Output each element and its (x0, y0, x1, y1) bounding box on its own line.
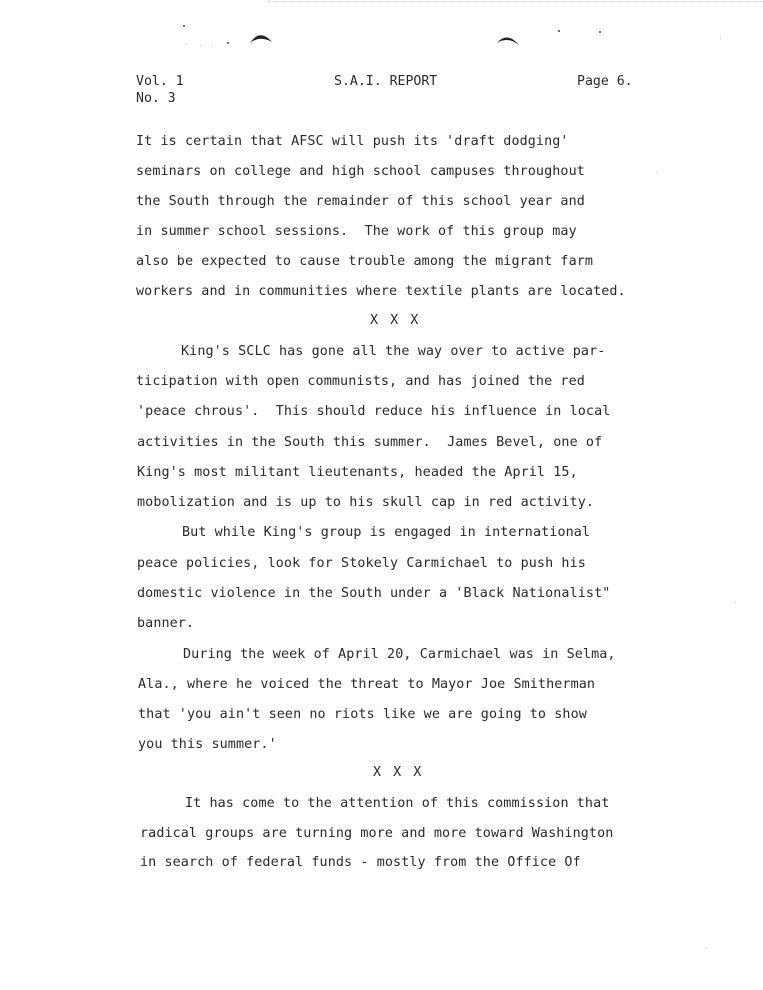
body-line: But while King's group is engaged in international (182, 525, 591, 540)
body-line: King's SCLC has gone all the way over to active par- (181, 344, 606, 359)
body-line: in summer school sessions. The work of this group may (136, 224, 577, 239)
body-line: domestic violence in the South under a 'Black Nationalist" (137, 586, 611, 601)
scan-speck (200, 45, 201, 46)
body-line: ticipation with open communists, and has joined the red (136, 374, 585, 389)
body-line: you this summer.' (138, 737, 277, 752)
scan-speck (186, 44, 187, 45)
header-vol: Vol. 1 (136, 74, 184, 89)
scan-speck (212, 45, 213, 46)
body-line: radical groups are turning more and more toward Washington (140, 826, 614, 841)
section-separator: X X X (373, 765, 424, 780)
body-line: that 'you ain't seen no riots like we are going to show (138, 707, 587, 722)
body-line: banner. (137, 616, 195, 631)
top-edge-dotted-line (268, 1, 763, 2)
body-line: seminars on college and high school campuses throughout (136, 164, 585, 179)
scan-speck (558, 30, 560, 32)
body-line: also be expected to cause trouble among the migrant farm (136, 254, 594, 269)
body-line: Ala., where he voiced the threat to Mayor Joe Smitherman (138, 677, 596, 692)
header-page-number: Page 6. (577, 74, 633, 89)
scan-speck (227, 42, 229, 44)
section-separator: X X X (370, 313, 421, 328)
body-line: It has come to the attention of this commission that (185, 796, 610, 811)
punch-mark-right (495, 32, 521, 48)
body-line: mobolization and is up to his skull cap in red activity. (137, 495, 595, 510)
scan-speck (656, 172, 657, 173)
scan-speck (720, 38, 721, 39)
scan-speck (735, 602, 736, 603)
body-line: activities in the South this summer. James Bevel, one of (137, 435, 603, 450)
punch-mark-left (248, 30, 274, 46)
scan-speck (183, 25, 185, 27)
body-line: During the week of April 20, Carmichael was in Selma, (183, 647, 616, 662)
body-line: 'peace chrous'. This should reduce his influence in local (137, 404, 611, 419)
body-line: workers and in communities where textile plants are located. (136, 284, 626, 299)
scan-speck (706, 948, 707, 949)
header-no: No. 3 (136, 91, 176, 106)
body-line: It is certain that AFSC will push its 'draft dodging' (136, 134, 569, 149)
body-line: the South through the remainder of this school year and (136, 194, 585, 209)
body-line: peace policies, look for Stokely Carmichael to push his (137, 556, 586, 571)
scan-speck (599, 31, 601, 33)
header-title: S.A.I. REPORT (334, 74, 438, 89)
body-line: in search of federal funds - mostly from the Office Of (140, 855, 581, 870)
body-line: King's most militant lieutenants, headed the April 15, (137, 465, 578, 480)
